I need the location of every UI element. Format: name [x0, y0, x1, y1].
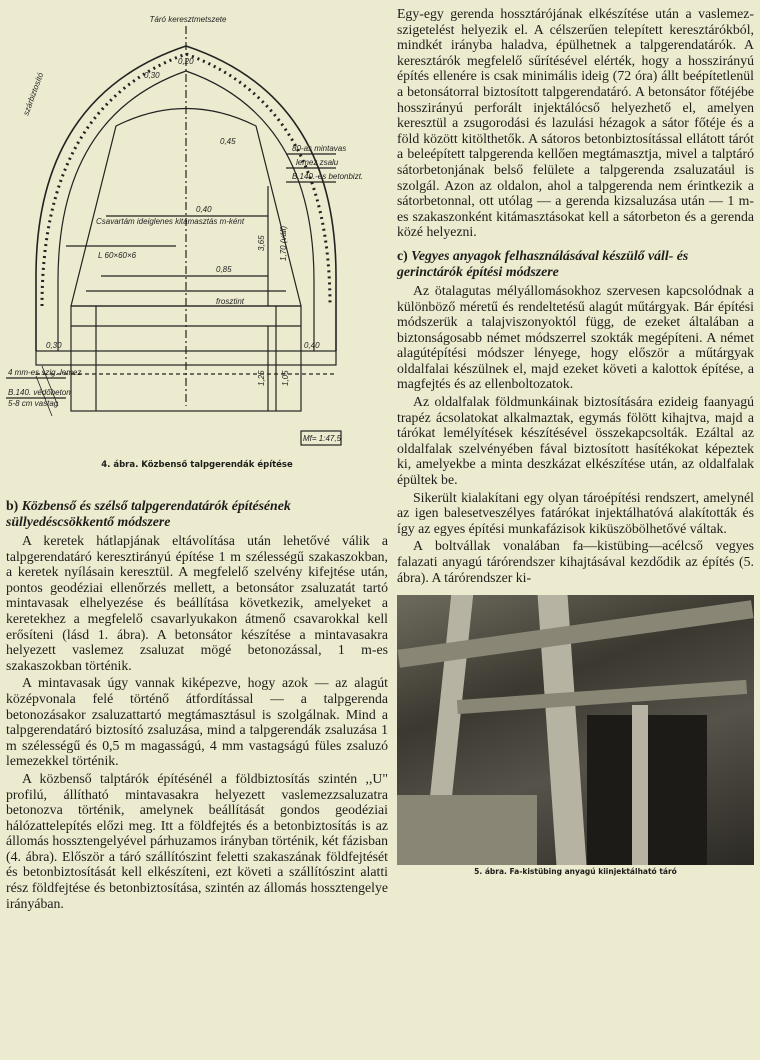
right-paragraph: Az oldalfalak földmunkáinak biztosítására ezideig faanyagú trapéz ácsolatokat alkalmaztak, egymás fölött kihajtva, majd a tárókat lemélyítések készítésével összekapcsolták. Ezáltal az oldalfalak szelvényében fával biztosított hasítékokat képeztek ki, amelyekbe a minta deszkázat elkészítése után, az oldalfalak épültek be.	[397, 394, 754, 488]
left-body	[6, 533, 388, 911]
figure-4-caption: 4. ábra. Közbenső talpgerendák építése	[101, 460, 293, 470]
fig-label-030: 0,30	[144, 71, 160, 80]
left-column	[6, 6, 388, 911]
fig-label-lsz: L 60×60×6	[98, 251, 137, 260]
fig-label-125: 1,25	[257, 370, 266, 386]
right-paragraph: Sikerült kialakítani egy olyan tároépítési rendszert, amelynél az igen balesetveszélyes fatárókat injektálhatóvá alakították és így az egyes építési munkafázisok kiküszöbölhetővé váltak.	[397, 489, 754, 536]
fig-label-side: szárbiztosító	[21, 71, 46, 117]
left-paragraph: A közbenső talptárók építésénél a földbiztosítás szintén ,,U" profilú, állítható mintavasakra helyezett vaslemezzsaluzatra betonozva történik, amelynek beállítását gondos geodéziai hálózattelepítés előzi meg. Itt a földfejtés és a betonbiztosítás is az állomás hossztengelyével párhuzamos irányban történik, két fázisban (4. ábra). Először a táró szállítószint feletti szakaszának földfejtését és betonbiztosítását kell elkészíteni, ezt követi a szállítószint alatti rész földfejtése és betonbiztosítása, szintén az állomás hossztengelye irányában.	[6, 770, 388, 911]
fig-label-ref: Mf= 1:47,5	[303, 434, 342, 443]
fig-label-365: 3,65	[257, 235, 266, 251]
right-paragraph: A boltvállak vonalában fa—kistübing—acélcső vegyes falazati anyagú tárórendszer kihajtásával kezdődik az építés (5. ábra). A tárórendszer ki-	[397, 538, 754, 585]
right-paragraph: Egy-egy gerenda hossztárójának elkészítése után a vaslemez-szigetelést helyezik el. A célszerűen telepített keresztárókból, mindkét irányba haladva, épülhetnek a talpgerendatárók. A keresztárók megfelelő sűrítésével elérték, hogy a hosszirányú építés ellenére is csak minimális ideig (72 óra) állt beépítetlenül a betonsátorral biztosított talpgerendatáró. A betonsátor főtéjébe hosszirányú perforált injektálócső helyezhető el, amelyen keresztül a zsugorodási és lazulási hézagok a sátor főtéje és a föld között kitölthetők. A sátoros betonbiztosítással ellátott tárót a beleépített talpgerenda kellően megtámasztja, mivel a talptáró sátorbetonjának belső felülete a talpgerenda zsaluzatául is szolgál. Azon az oldalon, ahol a talpgerenda nem érintkezik a sátorbetonnal, ott utólag — a gerenda kizsaluzása után — 1 m-es szakaszonként kitámasztásokat kell a sátorbeton és a gerenda közé helyezni.	[397, 6, 754, 240]
fig-label-085: 0,85	[216, 265, 232, 274]
left-paragraph: A mintavasak úgy vannak kiképezve, hogy azok — az alagút középvonala felé történő átfordítással — a talpgerenda betonozásakor zsaluzattartó megtámasztásul is szolgálnak. Mind a talpgerendatáró biztosító zsaluzása, mind a talpgerendák zsaluzása 1 m szélességű és 0,5 m magasságú, 4 mm vastagságú füles zsaluzó lemezekkel történik.	[6, 675, 388, 769]
figure-4	[6, 6, 388, 470]
fig-label-szlemez: 4 mm-es szig. lemez	[8, 368, 82, 377]
fig-label-vedobeton2: 5-8 cm vastag	[8, 399, 59, 408]
fig-label-lemezzsalu: lemez zsalu	[296, 158, 339, 167]
section-b-prefix: b)	[6, 498, 22, 513]
figure-5-photo	[397, 595, 754, 865]
fig-label-040b: 0,40	[304, 341, 320, 350]
section-b-title	[6, 498, 388, 530]
section-c-title-text: Vegyes anyagok felhasználásával készülő váll- és gerinctárók építési módszere	[397, 247, 689, 279]
figure-5-caption: 5. ábra. Fa-kistübing anyagú kiinjektálható táró	[474, 867, 677, 877]
fig-label-020: 0,20	[178, 57, 194, 66]
fig-label-170: 1,70 (váll)	[279, 225, 288, 261]
fig-label-frosztint: frosztint	[216, 297, 245, 306]
left-paragraph: A keretek hátlapjának eltávolítása után lehetővé válik a talpgerendatáró keresztirányú építése 1 m szélességű szakaszokban, a keretek nyílásain keresztül. A megfelelő szelvény kifejtése után, pontos geodéziai ellenőrzés mellett, a betonsátor zsaluzatát tartó mintavasak elhelyezése és beállítása következik, amelyeket a keretekhez a megfelelő csavarlyukakon átmenő csavarokkal kell erősíteni (lásd 1. ábra). A betonsátor készítése a mintavasakra helyezett vaslemez zsaluzat mögé betonozással, 1 m-es szakaszokban történik.	[6, 533, 388, 673]
right-column	[397, 6, 754, 876]
fig-label-105: 1,05	[281, 370, 290, 386]
fig-label-045: 0,45	[220, 137, 236, 146]
right-body-top	[397, 6, 754, 240]
section-b-title-text: Közbenső és szélső talpgerendatárók építésének süllyedéscsökkentő módszere	[6, 498, 291, 529]
section-c-prefix: c)	[397, 247, 412, 263]
right-body	[397, 283, 754, 585]
tunnel-cross-section-drawing	[6, 6, 388, 458]
fig-label-vedobeton: B.140. védőbeton	[8, 388, 71, 397]
right-paragraph: Az ötalagutas mélyállomásokhoz szervesen kapcsolódnak a különböző méretű és rendeltetésű alagút műtárgyak. Bár építési módszerük a talajviszonyoktól függ, de ezeket általában a biztonságosabb német módszerrel szokták megépíteni. A német alagútépítési módszer lényege, hogy először a műtárgyak oldalfalai készülnek el, majd ezeket követi a kalottok építése, a magfejtés és az ellenboltozatok.	[397, 282, 754, 392]
section-c-title	[397, 248, 754, 280]
fig-label-top: Táró keresztmetszete	[149, 15, 227, 24]
fig-label-030b: 0,30	[46, 341, 62, 350]
fig-label-040: 0,40	[196, 205, 212, 214]
fig-label-csavart: Csavartám ideiglenes kitámasztás m-ként	[96, 217, 245, 226]
fig-label-mintavas: 80-as mintavas	[292, 144, 347, 153]
fig-label-betonbizt: B.140.-es betonbizt.	[292, 172, 364, 181]
